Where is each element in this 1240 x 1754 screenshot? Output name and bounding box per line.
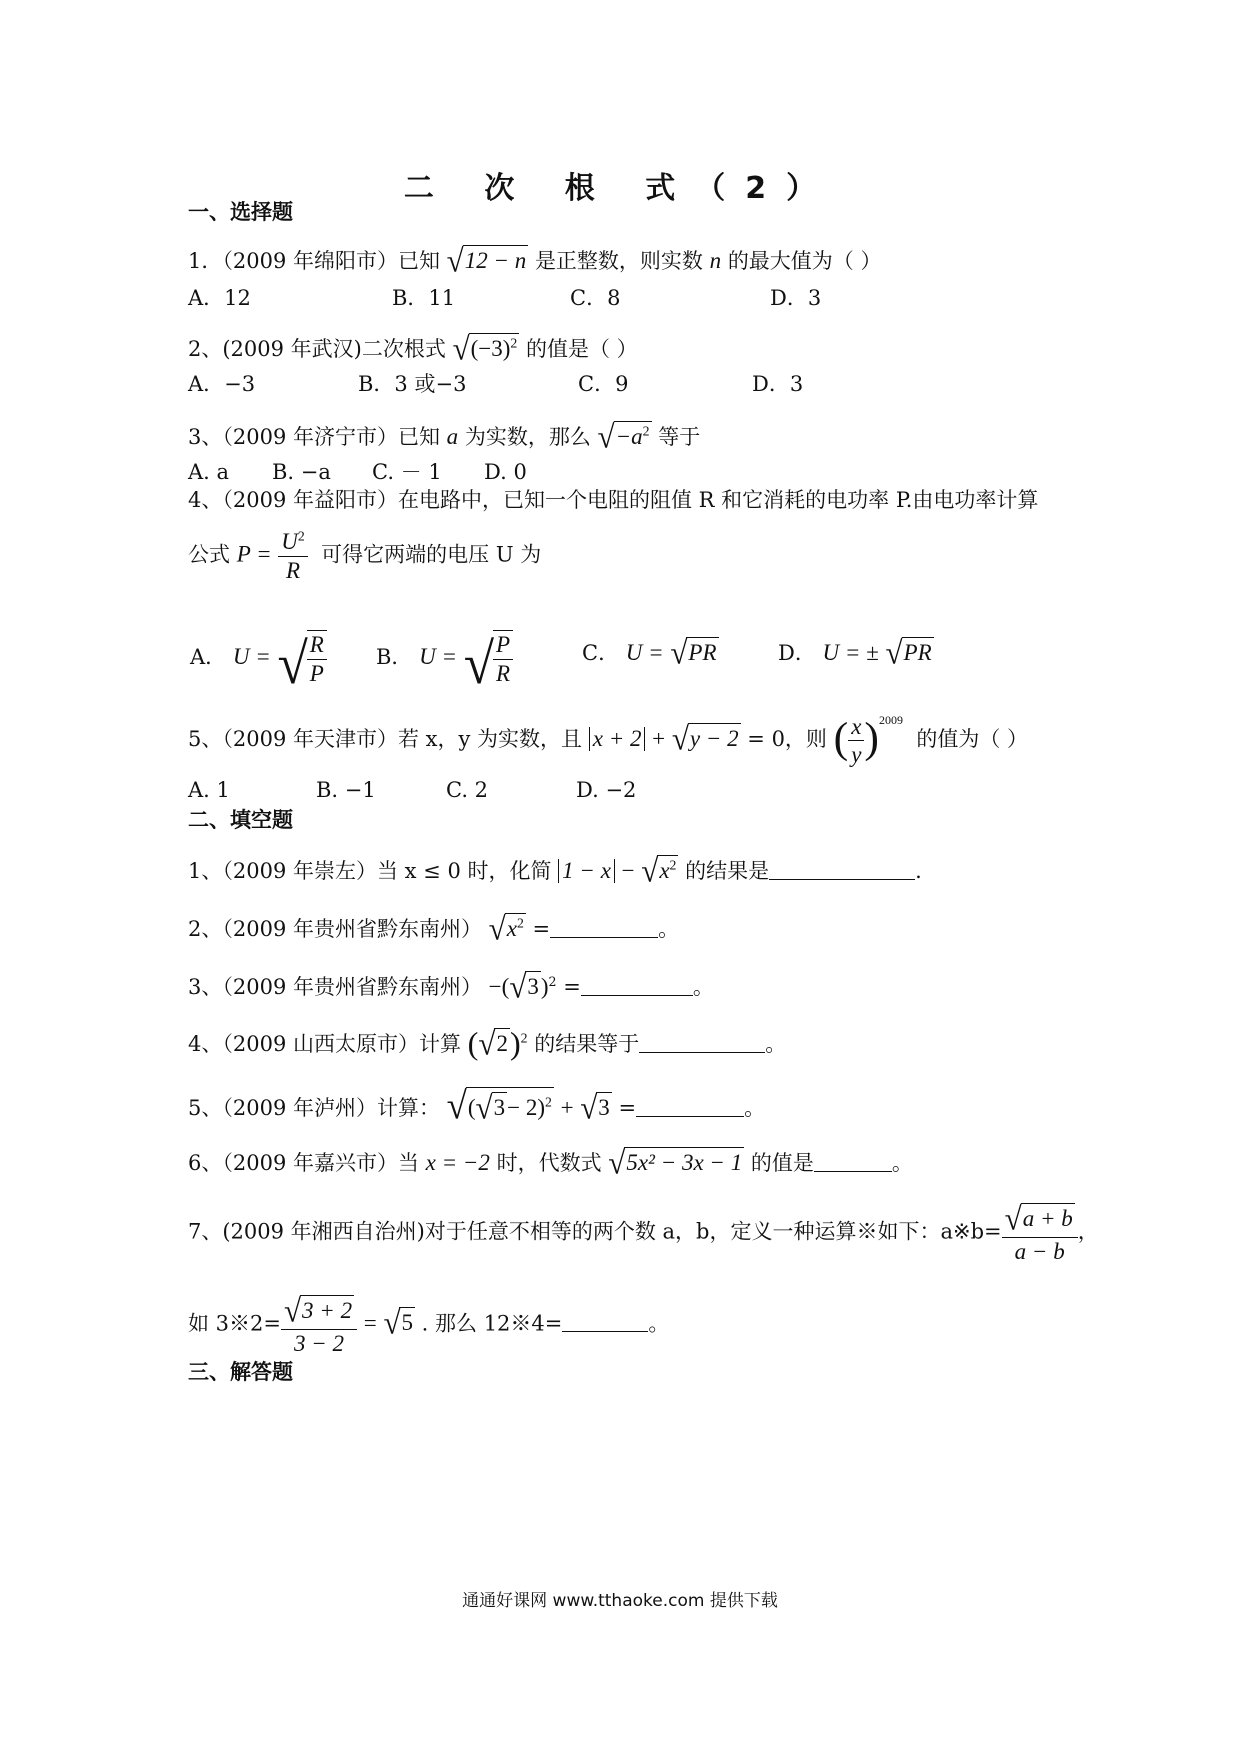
section-choice-heading: 一、选择题 [188, 200, 293, 224]
f7-example-numerator: 3 + 2 [300, 1295, 354, 1325]
q4-option-c: C． U = √PR [582, 634, 717, 671]
q4-option-c-label: C． [582, 641, 620, 665]
f6-radical: √5x² − 3x − 1 [608, 1144, 743, 1181]
q5-option-b: B. −1 [316, 778, 376, 802]
f3-expr-open: −( [488, 974, 510, 999]
q5-abs: x + 2 [589, 727, 646, 751]
q1-option-a: A．12 [188, 286, 251, 310]
f1-suffix: 的结果是 [685, 859, 770, 883]
fill-question-3 [188, 968, 714, 1005]
q4-option-d: D． U = ± √PR [778, 634, 932, 671]
f4-expression: $(√2)^2$ [467, 1025, 528, 1062]
f2-exponent: 2 [516, 915, 524, 931]
q5-eq: = 0，则 [747, 727, 827, 751]
f4-radicand: 2 [494, 1028, 510, 1058]
question-4-line-2 [188, 528, 541, 584]
f5-radicand-2: 3 [596, 1092, 612, 1122]
f5-eq: = [618, 1096, 637, 1120]
q1-radicand: 12 − n [463, 245, 529, 275]
q3-prefix: 3、（2009 年济宁市）已知 [188, 425, 440, 449]
f6-prefix: 6、（2009 年嘉兴市）当 [188, 1151, 419, 1175]
q2-option-b: B．3 或−3 [358, 372, 467, 396]
q4-fraction [278, 528, 308, 584]
q5-power: ( $\frac{x}{y}$ )$^{2009}$ [833, 713, 903, 768]
q4-option-a-lhs: U = [232, 643, 271, 669]
q2-option-c: C．9 [578, 372, 629, 396]
f5-plus: + [560, 1095, 574, 1120]
q1-var: n [709, 248, 722, 273]
f2-end: 。 [658, 917, 680, 941]
q1-option-b: B．11 [392, 286, 456, 310]
f7-denominator: a − b [1014, 1239, 1065, 1265]
f7-example-radicand: 5 [399, 1307, 415, 1337]
q1-mid: 是正整数，则实数 [534, 249, 703, 273]
q5-radicand: y − 2 [688, 723, 741, 753]
question-5 [188, 712, 1028, 772]
fill-question-7-line-2 [188, 1292, 670, 1357]
q4-option-c-radicand: PR [686, 637, 718, 667]
f5-outer-radical: $√(√3- 2)^2$ [446, 1083, 552, 1127]
q1-radical: √12 − n [446, 242, 527, 279]
f3-radical: √3 [509, 968, 539, 1005]
q2-option-d: D．3 [752, 372, 804, 396]
q4-option-c-lhs: U = [625, 640, 664, 665]
f6-radicand: 5x² − 3x − 1 [624, 1147, 744, 1177]
fill-question-2 [188, 910, 679, 947]
f3-prefix: 3、（2009 年贵州省黔东南州） [188, 975, 482, 999]
fill-question-7-line-1 [188, 1200, 1099, 1265]
q5-exponent: 2009 [878, 713, 903, 727]
q2-prefix: 2、(2009 年武汉)二次根式 [188, 337, 446, 361]
f7-line2-mid: . 那么 12※4= [421, 1311, 563, 1336]
q4-option-b-lhs: U = [419, 643, 458, 669]
f6-answer-blank[interactable] [814, 1171, 892, 1172]
f7-line1: 7、(2009 年湘西自治州)对于任意不相等的两个数 a，b，定义一种运算※如下：a※b= [188, 1219, 1002, 1244]
f3-eq: = [563, 975, 581, 999]
q4-lhs: P = [236, 541, 272, 567]
q4-option-d-label: D． [778, 641, 816, 665]
q3-radicand: −a [615, 424, 643, 449]
fill-question-5 [188, 1084, 765, 1128]
q2-radical: $√(-3)^2$ [452, 330, 518, 367]
f2-radicand: x [506, 916, 517, 941]
q1-option-d: D．3 [770, 286, 822, 310]
q4-line2-suffix: 可得它两端的电压 U 为 [321, 542, 542, 567]
q4-numerator-exp: 2 [297, 528, 305, 544]
q5-suffix: 的值为（ ） [916, 727, 1029, 751]
q1-suffix: 的最大值为（ ） [727, 249, 882, 273]
f5-prefix: 5、（2009 年泸州）计算： [188, 1096, 440, 1120]
q4-denominator: R [286, 557, 301, 583]
q3-exponent: 2 [642, 423, 650, 439]
f1-end: . [915, 859, 922, 883]
q3-option-d: D. 0 [484, 460, 527, 484]
f5-exponent: 2 [544, 1094, 552, 1110]
q4-option-d-radicand: PR [902, 637, 934, 667]
f4-prefix: 4、（2009 山西太原市）计算 [188, 1032, 461, 1056]
f5-radical-2: √3 [580, 1089, 610, 1126]
f4-answer-blank[interactable] [639, 1052, 765, 1053]
f2-answer-blank[interactable] [550, 937, 658, 938]
f7-comma: ， [1077, 1219, 1099, 1244]
f4-end: 。 [765, 1032, 787, 1056]
f3-exponent: 2 [548, 974, 557, 989]
page-footer: 通通好课网 www.tthaoke.com 提供下载 [462, 1591, 778, 1611]
fill-question-6 [188, 1144, 913, 1181]
f2-radical: $√x^2$ [488, 910, 524, 947]
f7-line2-prefix: 如 3※2= [188, 1311, 281, 1336]
q3-var: a [446, 424, 459, 449]
q5-option-c: C. 2 [446, 778, 489, 802]
f3-end: 。 [692, 975, 714, 999]
q2-suffix: 的值是（ ） [526, 337, 638, 361]
section-fill-heading: 二、填空题 [188, 808, 293, 832]
q2-exponent: 2 [510, 335, 518, 351]
f2-eq: = [532, 917, 551, 941]
q3-radical: $√-a^2$ [597, 418, 650, 455]
page-title: 二 次 根 式（2） [403, 171, 837, 206]
f4-exponent: 2 [520, 1030, 528, 1046]
section-answer-heading: 三、解答题 [188, 1360, 293, 1384]
f1-radical: $√x^2$ [641, 852, 677, 889]
f1-minus: − [621, 858, 635, 883]
question-3 [188, 418, 700, 455]
f5-minus-2: − 2) [507, 1095, 545, 1120]
f1-answer-blank[interactable] [769, 879, 915, 880]
f7-numerator: a + b [1021, 1203, 1075, 1233]
q5-denominator: y [851, 742, 862, 768]
f7-example-fraction: $\frac{√3 + 2}{3 - 2}$ [281, 1292, 357, 1358]
f1-radicand: x [659, 858, 670, 883]
f6-suffix: 的值是 [750, 1151, 814, 1175]
q3-option-c: C. － 1 [372, 460, 442, 484]
q2-radicand: (−3) [470, 336, 511, 361]
question-1 [188, 242, 882, 279]
q5-option-a: A. 1 [188, 778, 230, 802]
f2-prefix: 2、（2009 年贵州省黔东南州） [188, 917, 482, 941]
q5-prefix: 5、（2009 年天津市）若 x，y 为实数，且 [188, 727, 583, 751]
q4-option-b-den: R [496, 660, 511, 686]
q4-option-b: B． U = √ $\frac{P}{R}$ [376, 630, 513, 697]
f4-suffix: 的结果等于 [534, 1032, 640, 1056]
q1-option-c: C．8 [570, 286, 621, 310]
q4-numerator: U [281, 529, 298, 554]
f5-inner-radicand: 3 [492, 1092, 508, 1122]
q4-options [0, 612, 1240, 696]
q3-option-b: B. −a [272, 460, 331, 484]
q5-option-d: D. −2 [576, 778, 637, 802]
fill-question-4 [188, 1024, 786, 1063]
q4-option-a-num: R [307, 631, 327, 660]
q4-option-a: A． U = √ $\frac{R}{P}$ [190, 630, 327, 697]
f7-example-radical: √5 [383, 1304, 413, 1342]
q3-option-a: A. a [188, 460, 230, 484]
f7-answer-blank[interactable] [562, 1331, 648, 1332]
question-2 [188, 330, 638, 367]
f1-exponent: 2 [669, 857, 677, 873]
f1-abs: 1 − x [558, 859, 615, 883]
f7-example-denominator: 3 − 2 [294, 1331, 345, 1357]
fill-question-1 [188, 852, 922, 889]
q3-mid: 为实数，那么 [464, 425, 591, 449]
q5-numerator: x [848, 713, 864, 742]
f6-mid: 时，代数式 [496, 1151, 602, 1175]
q1-prefix: 1．（2009 年绵阳市）已知 [188, 249, 440, 273]
f3-expr-close: ) [540, 974, 549, 999]
q3-suffix: 等于 [658, 425, 701, 449]
q4-option-d-lhs: U = ± [822, 640, 879, 665]
q4-option-a-den: P [309, 660, 324, 686]
f5-end: 。 [744, 1096, 766, 1120]
f6-condition: x = −2 [425, 1150, 490, 1175]
q4-option-a-label: A． [190, 644, 227, 669]
f7-example-eq: = [363, 1310, 377, 1336]
q2-option-a: A．−3 [188, 372, 256, 396]
f7-definition-fraction: $\frac{√a + b}{a - b}$ [1002, 1200, 1078, 1266]
f1-prefix: 1、（2009 年崇左）当 x ≤ 0 时，化简 [188, 859, 552, 883]
q4-option-b-num: P [493, 631, 513, 660]
q4-line2-prefix: 公式 [188, 542, 230, 567]
f5-answer-blank[interactable] [636, 1116, 744, 1117]
f3-radicand: 3 [525, 971, 541, 1001]
q5-plus: + [652, 726, 666, 751]
f3-answer-blank[interactable] [581, 995, 693, 996]
f6-end: 。 [891, 1151, 913, 1175]
q4-option-b-label: B． [376, 644, 413, 669]
question-4-line-1: 4、（2009 年益阳市）在电路中，已知一个电阻的阻值 R 和它消耗的电功率 P.由电功率计算 [188, 488, 1039, 512]
f7-end: 。 [648, 1311, 670, 1336]
q5-radical: √y − 2 [671, 720, 739, 757]
